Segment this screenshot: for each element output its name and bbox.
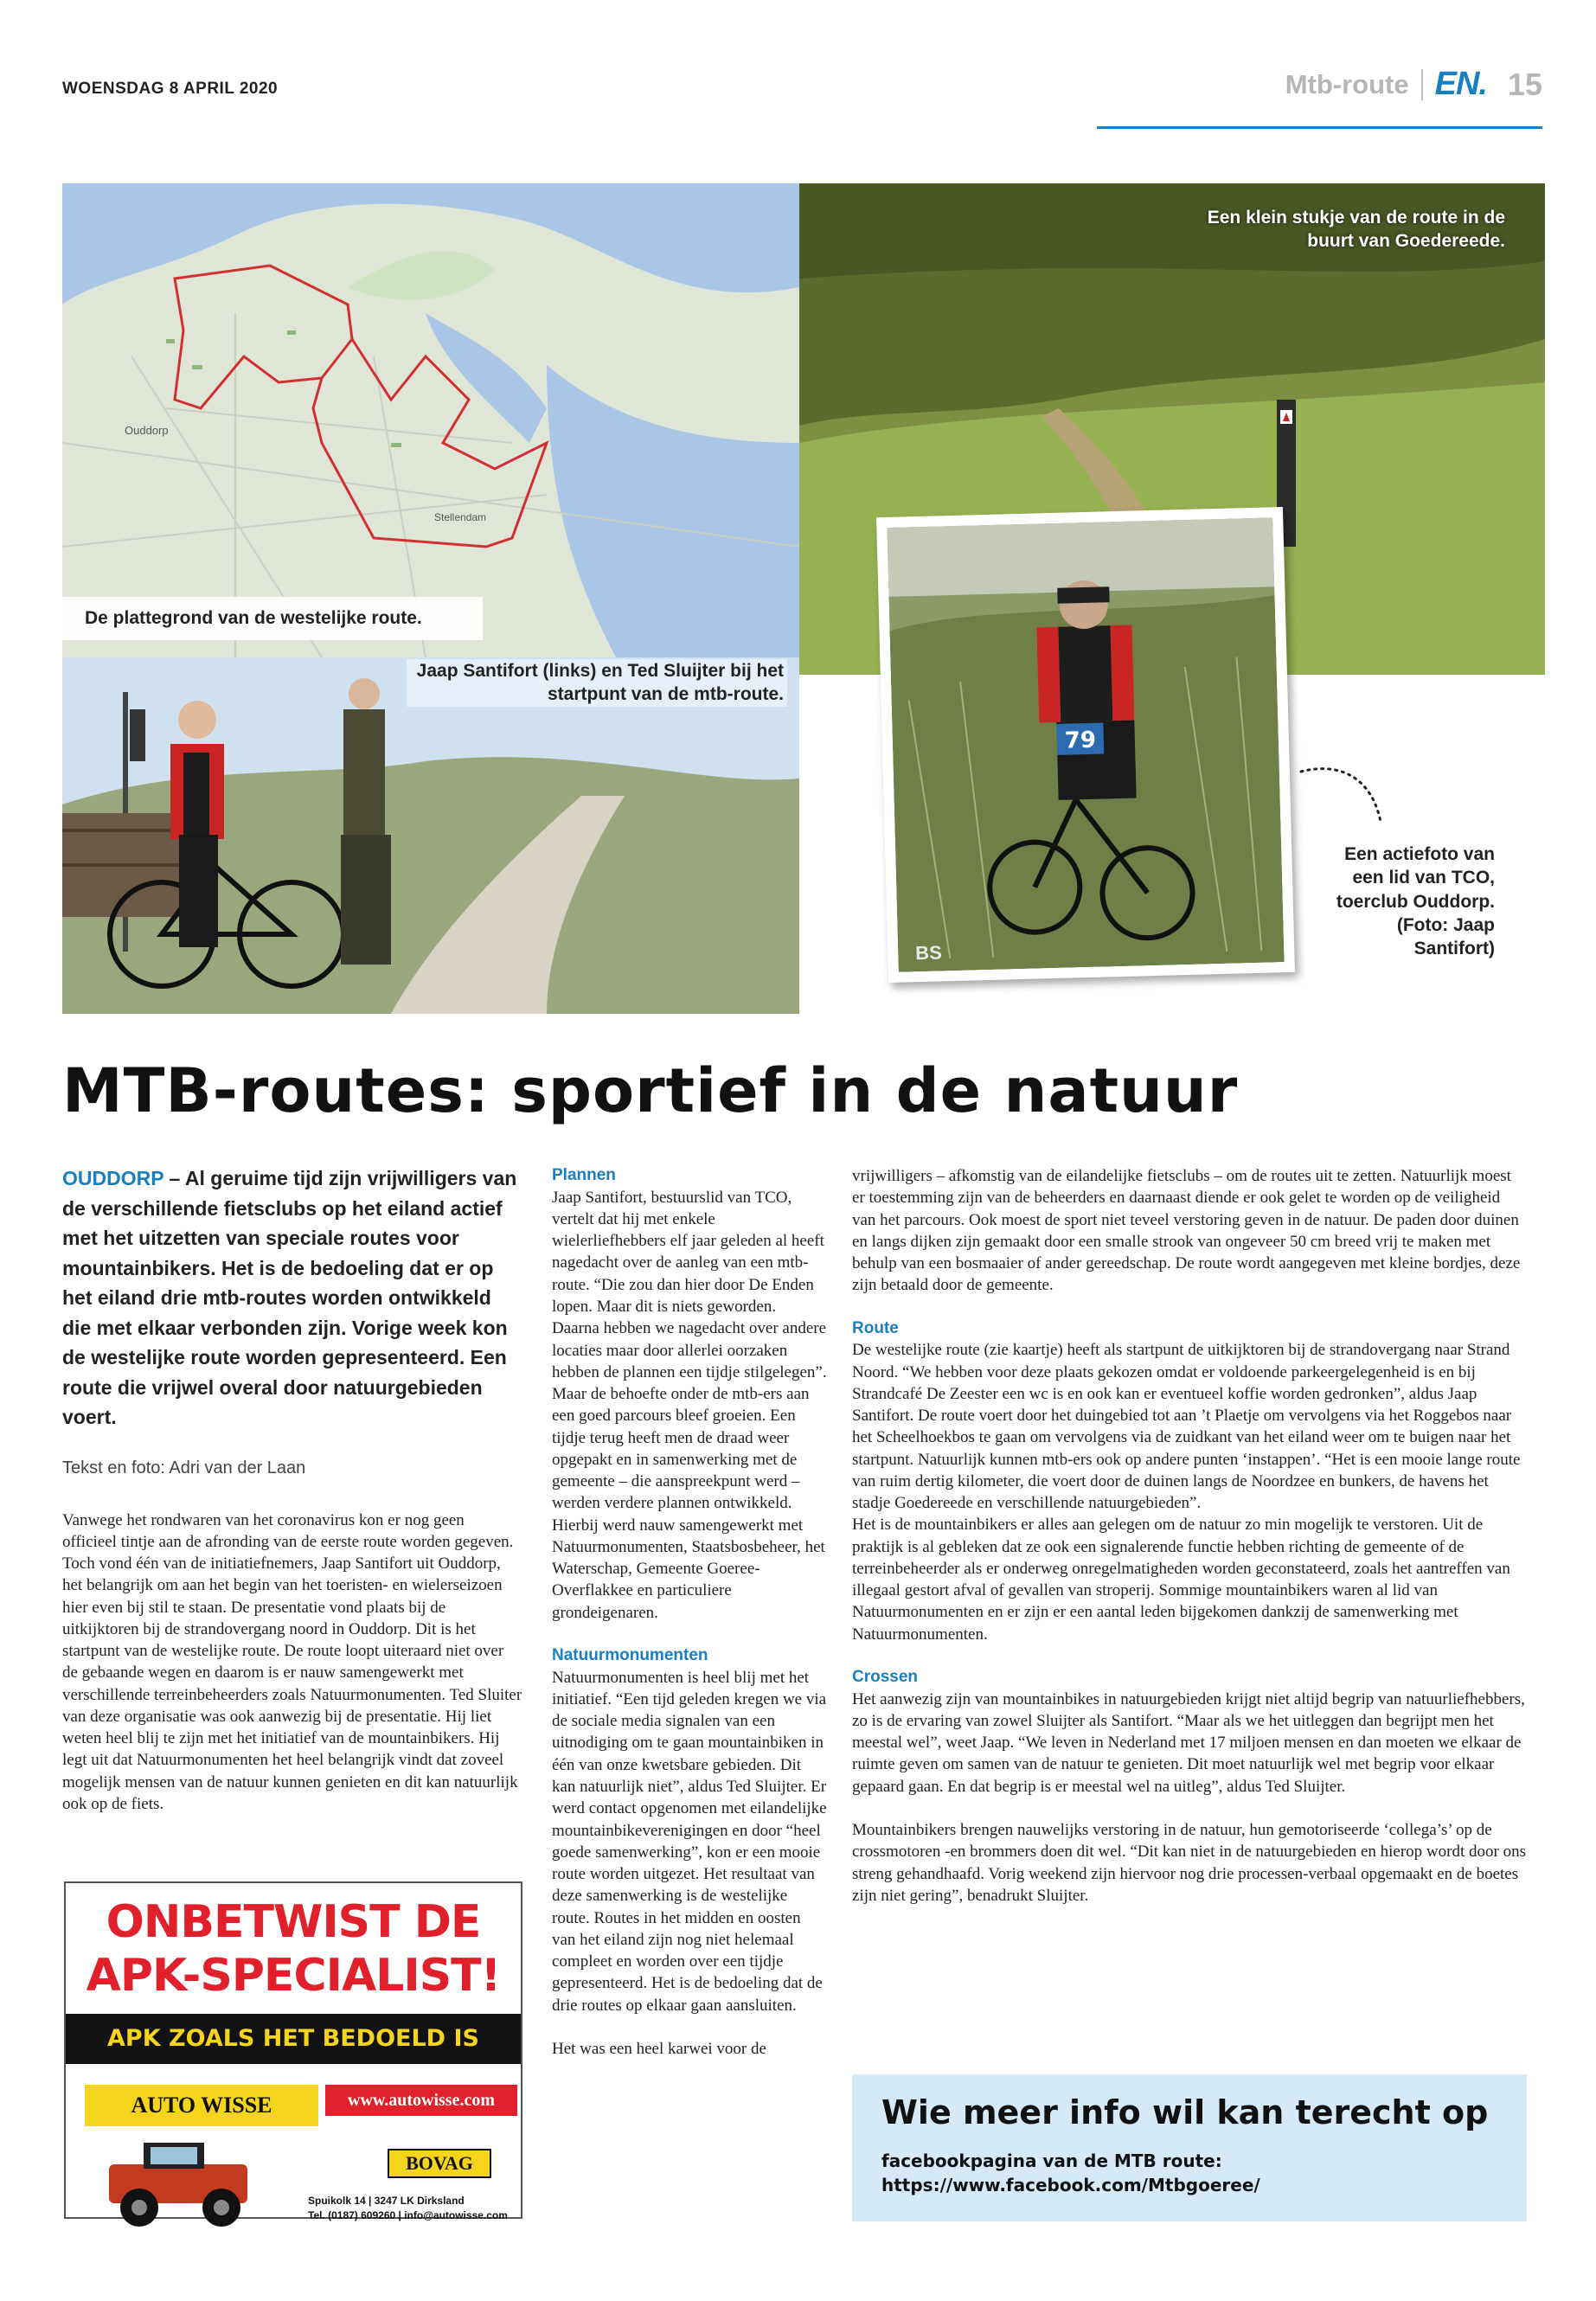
body-paragraph: Mountainbikers brengen nauwelijks verstoring in de natuur, hun gemotoriseerde ‘collega’s’ op de crossmotoren -en brommers doen dit wel. “Dit kan niet in de natuurgebieden en hierop wordt door ons streng gehandhaafd. Vorig weekend zijn hiervoor nog drie processen-verbaal opgemaakt en de boetes zijn niet gering”, benadrukt Sluijter. <box>852 1821 1526 1905</box>
action-caption: Een actiefoto van een lid van TCO, toerclub Ouddorp. (Foto: Jaap Santifort) <box>1336 844 1495 959</box>
subhead-plannen: Plannen <box>552 1166 616 1184</box>
subhead-crossen: Crossen <box>852 1668 919 1686</box>
intro-text: – Al geruime tijd zijn vrijwilligers van de verschillende fietsclubs op het eiland actief met het uitzetten van speciale routes voor mountainbikers. Het is de bedoeling dat er op het eiland drie mtb-routes worden ontwikkeld die met elkaar verbonden zijn. Vorige week kon de westelijke route worden gepresenteerd. Een route die vrijwel overal door natuurgebieden voert. <box>62 1167 517 1428</box>
riders-photo <box>62 657 799 1014</box>
map-label-village: Stellendam <box>434 511 487 523</box>
info-line: facebookpagina van de MTB route: <box>881 2150 1222 2171</box>
ad-headline-2: APK-SPECIALIST! <box>86 1950 501 2003</box>
ad-lower <box>66 2064 521 2247</box>
photo-watermark: BS <box>914 941 943 965</box>
action-photo <box>876 507 1295 983</box>
article-column-3 <box>852 1165 1527 1907</box>
page-header <box>1285 66 1542 103</box>
info-text <box>881 2149 1497 2197</box>
map-caption: De plattegrond van de westelijke route. <box>62 597 483 640</box>
header-divider <box>1421 69 1423 100</box>
riders-caption: Jaap Santifort (links) en Ted Sluijter bij het startpunt van de mtb-route. <box>407 659 787 707</box>
ad-address-line: Spuikolk 14 | 3247 LK Dirksland <box>308 2194 465 2207</box>
header-rule <box>1097 126 1542 129</box>
section-label: Mtb-route <box>1285 68 1409 99</box>
body-paragraph: vrijwilligers – afkomstig van de eilandelijke fietsclubs – om de routes uit te zetten. Natuurlijk moest er toestemming zijn van de beheerders en daarnaast diende er ook gelet te worden op de veiligheid van het parcours. Ook moest de sport niet teveel verstoring geven in de natuur. De paden door duinen en langs dijken zijn gemaakt door een smalle strook van ongeveer 50 cm breed vrij te maken met behulp van een bosmaaier of ander gereedschap. De route wordt aangegeven met kleine bordjes, deze zijn betaald door de gemeente. <box>852 1167 1521 1295</box>
article-column-1 <box>62 1163 522 1815</box>
bib-number: 79 <box>1064 727 1097 754</box>
newspaper-logo: EN. <box>1434 66 1487 102</box>
subhead-natuurmonumenten: Natuurmonumenten <box>552 1646 708 1664</box>
trail-caption: Een klein stukje van de route in de buurt van Goedereede. <box>1207 208 1505 252</box>
ad-address <box>308 2194 516 2224</box>
article-headline: MTB-routes: sportief in de natuur <box>62 1055 1239 1126</box>
subhead-route: Route <box>852 1318 899 1337</box>
info-box <box>852 2074 1527 2221</box>
body-paragraph: Het is de mountainbikers er alles aan gelegen om de natuur zo min mogelijk te verstoren. Uit de praktijk is al gebleken dat ze ook een signalerende functie hebben richting de gemeente of de terreinbeheerder als er onderweg onregelmatigheden worden geconstateerd, zoals het aantreffen van illegaal gestort afval of gevallen van stroperij. Sommige mountainbikers waren al lid van Natuurmonumenten en er zijn er een aantal leden bijgekomen dankzij de samenwerking met Natuurmonumenten. <box>852 1516 1510 1644</box>
body-paragraph: Jaap Santifort, bestuurslid van TCO, vertelt dat hij met enkele wielerliefhebbers elf jaar geleden al heeft nagedacht over de aanleg van een mtb-route. “Die zou dan hier door De Enden lopen. Maar dit is niets geworden. Daarna hebben we nagedacht over andere locaties maar door allerlei oorzaken hebben de plannen een tijdje stilgelegen”. Maar de behoefte onder de mtb-ers aan een goed parcours bleef groeien. Een tijdje terug heeft men de draad weer opgepakt en in samenwerking met de gemeente – die aanspreekpunt werd – werden verdere plannen ontwikkeld. Hierbij werd nauw samengewerkt met Natuurmonumenten, Staatsbosbeheer, het Waterschap, Gemeente Goeree-Overflakkee en particuliere grondeigenaren. <box>552 1188 827 1622</box>
issue-date: WOENSDAG 8 APRIL 2020 <box>62 80 279 98</box>
body-paragraph: Natuurmonumenten is heel blij met het initiatief. “Een tijd geleden kregen we via de sociale media signalen van een uitnodiging om te gaan mountainbiken in één van onze kwetsbare gebieden. Dit kan natuurlijk niet”, aldus Ted Sluijter. Er werd contact opgenomen met eilandelijke mountainbikeverenigingen en door “heel goede samenwerking”, kon er een mooie route worden uitgezet. Het resultaat van deze samenwerking is de westelijke route. Routes in het midden en oosten van het eiland zijn nog niet helemaal compleet en worden over een tijdje gepresenteerd. Het is de bedoeling dat de drie routes op elkaar gaan aansluiten. <box>552 1668 827 2015</box>
body-paragraph: Vanwege het rondwaren van het coronavirus kon er nog geen officieel tintje aan de afronding van de eerste route worden gegeven. Toch vond één van de initiatiefnemers, Jaap Santifort uit Ouddorp, het belangrijk om aan het begin van het toeristen- en wielerseizoen hier even bij stil te staan. De presentatie vond plaats bij de uitkijktoren bij de strandovergang noord in Ouddorp. Dit is het startpunt van de westelijke route. De route loopt uiteraard niet over de gebaande wegen en daarom is er nauw samengewerkt met verschillende terreinbeheerders zoals Natuurmonumenten. Ted Sluiter van deze organisatie was ook aanwezig bij de presentatie. Hij liet weten heel blij te zijn met het initiatief van de mountainbikers. Hij legt uit dat Natuurmonumenten het heel belangrijk vindt dat zoveel mogelijk mensen van de natuur kunnen genieten en dit kan natuurlijk ook op de fiets. <box>62 1510 522 1813</box>
jeep-icon <box>92 2130 265 2234</box>
byline: Tekst en foto: Adri van der Laan <box>62 1458 306 1477</box>
body-paragraph: Het was een heel karwei voor de <box>552 2039 766 2058</box>
facebook-link[interactable]: https://www.facebook.com/Mtbgoeree/ <box>881 2175 1260 2195</box>
map-label-town: Ouddorp <box>125 424 169 437</box>
ad-website-link[interactable]: www.autowisse.com <box>325 2085 517 2116</box>
dateline-place: OUDDORP <box>62 1167 164 1189</box>
article-intro <box>62 1163 522 1433</box>
caption-pointer <box>1298 761 1393 830</box>
info-title: Wie meer info wil kan terecht op <box>881 2093 1489 2131</box>
ad-brand: AUTO WISSE <box>85 2085 318 2126</box>
route-map-image <box>62 183 799 657</box>
ad-headline-1: ONBETWIST DE <box>106 1896 481 1948</box>
ad-contact-line: Tel. (0187) 609260 | info@autowisse.com <box>308 2209 508 2222</box>
advertisement[interactable] <box>64 1881 522 2222</box>
body-paragraph: De westelijke route (zie kaartje) heeft als startpunt de uitkijktoren bij de strandovergang naar Strand Noord. “We hebben voor deze plaats gekozen omdat er voldoende parkeergelegenheid is en bij Strandcafé De Zeester een wc is en ook kan er eventueel koffie worden gedronken”, aldus Jaap Santifort. De route voert door het duingebied tot aan ’t Plaetje om vervolgens via het Roggebos naar het Scheelhoekbos te gaan om vervolgens via de zuidkant van het eiland weer om te buigen naar het startpunt. Natuurlijk kunnen mtb-ers ook op andere punten ‘instappen’. “Het is een mooie lange route van ruim dertig kilometer, die voert door de duinen langs de Noordzee en bunkers, de havens het stadje Goedereede en verschillende natuurgebieden”. <box>852 1341 1521 1513</box>
article-column-2 <box>552 1165 827 2060</box>
ad-bovag-logo: BOVAG <box>388 2149 491 2178</box>
ad-slogan: APK ZOALS HET BEDOELD IS <box>66 2014 521 2064</box>
page-number: 15 <box>1507 66 1542 102</box>
body-paragraph: Het aanwezig zijn van mountainbikes in natuurgebieden krijgt niet altijd begrip van natuurliefhebbers, zo is de ervaring van zowel Sluijter als Santifort. “Maar als we het uitleggen dan begrijpt men het meestal wel”, weet Jaap. “We leven in Nederland met 17 miljoen mensen en dan moeten we elkaar de ruimte geven om samen van de natuur te genieten. Dit moet natuurlijk wel met begrip voor elkaar gepaard gaan. En dat begrip is er meestal wel na uitleg”, aldus Ted Sluijter. <box>852 1689 1525 1796</box>
